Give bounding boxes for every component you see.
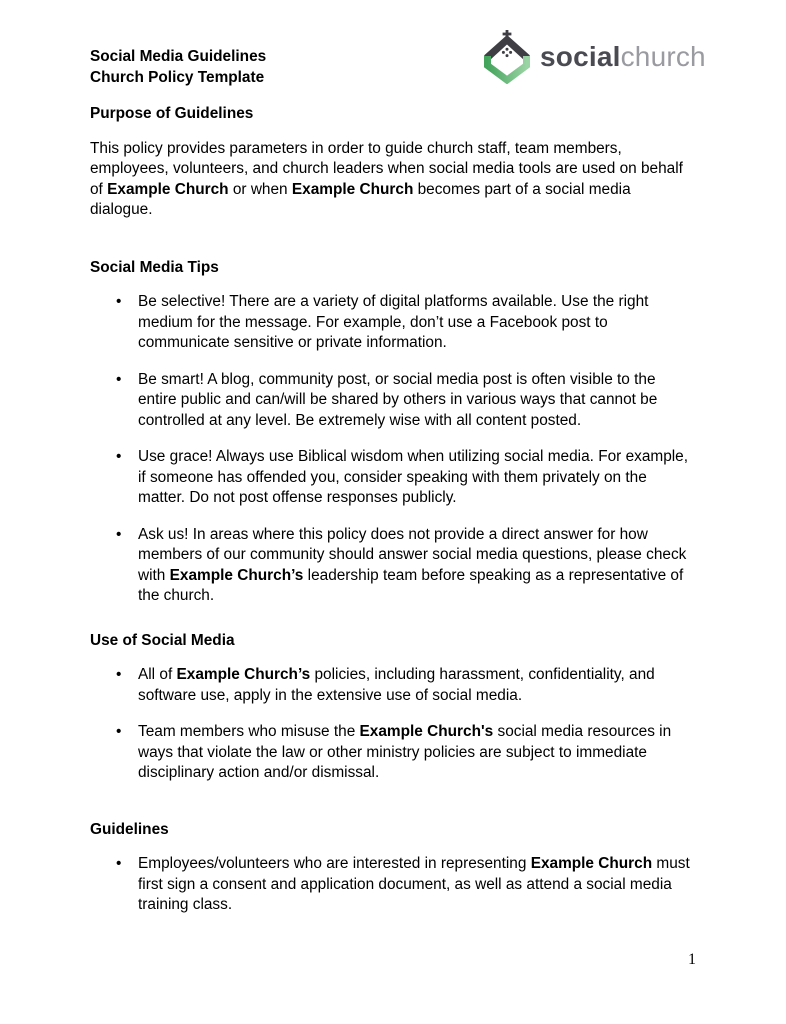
bullet-item: • Ask us! In areas where this policy does not provide a direct answer for how members of our community should answer social media questions, please check with Example Church’s leadership team before speaking as a representative of the church.	[138, 525, 696, 607]
bullet-item: • Be smart! A blog, community post, or social media post is often visible to the entire public and can/will be shared by others in various ways that cannot be controlled at any level. Be extremely wise with all content posted.	[138, 370, 696, 432]
bullet-item: • Team members who misuse the Example Church's social media resources in ways that violate the law or other ministry policies are subject to immediate disciplinary action and/or dismissal.	[138, 722, 696, 784]
section-use-of-social-media	[90, 631, 696, 784]
page-number: 1	[688, 951, 696, 968]
use-bullet-list	[90, 665, 696, 784]
document-content	[90, 47, 696, 916]
bullet-item: • Employees/volunteers who are interested in representing Example Church must first sign a consent and application document, as well as attend a social media training class.	[138, 854, 696, 916]
document-title	[90, 47, 696, 88]
section-social-media-tips	[90, 258, 696, 607]
bullet-item: • Use grace! Always use Biblical wisdom when utilizing social media. For example, if someone has offended you, consider speaking with them privately on the matter. Do not post offense responses publicly.	[138, 447, 696, 509]
bullet-item: • All of Example Church’s policies, including harassment, confidentiality, and software use, apply in the extensive use of social media.	[138, 665, 696, 706]
section-purpose	[90, 104, 696, 221]
guidelines-heading: Guidelines	[90, 820, 169, 838]
tips-bullet-list	[90, 292, 696, 607]
logo-word-social: social	[540, 41, 621, 72]
tips-heading: Social Media Tips	[90, 258, 219, 276]
guidelines-bullet-list	[90, 854, 696, 916]
use-heading: Use of Social Media	[90, 631, 235, 649]
title-line-2: Church Policy Template	[90, 68, 265, 86]
purpose-paragraph: This policy provides parameters in order to guide church staff, team members, employees, volunteers, and church leaders when social media tools are used on behalf of Example Church or when Example Church becomes part of a social media dialogue.	[90, 139, 683, 218]
logo-word-church: church	[620, 41, 706, 72]
section-guidelines	[90, 820, 696, 916]
bullet-item: • Be selective! There are a variety of digital platforms available. Use the right medium for the message. For example, don’t use a Facebook post to communicate sensitive or private information.	[138, 292, 696, 354]
title-line-1: Social Media Guidelines	[90, 48, 267, 65]
purpose-heading: Purpose of Guidelines	[90, 105, 254, 122]
